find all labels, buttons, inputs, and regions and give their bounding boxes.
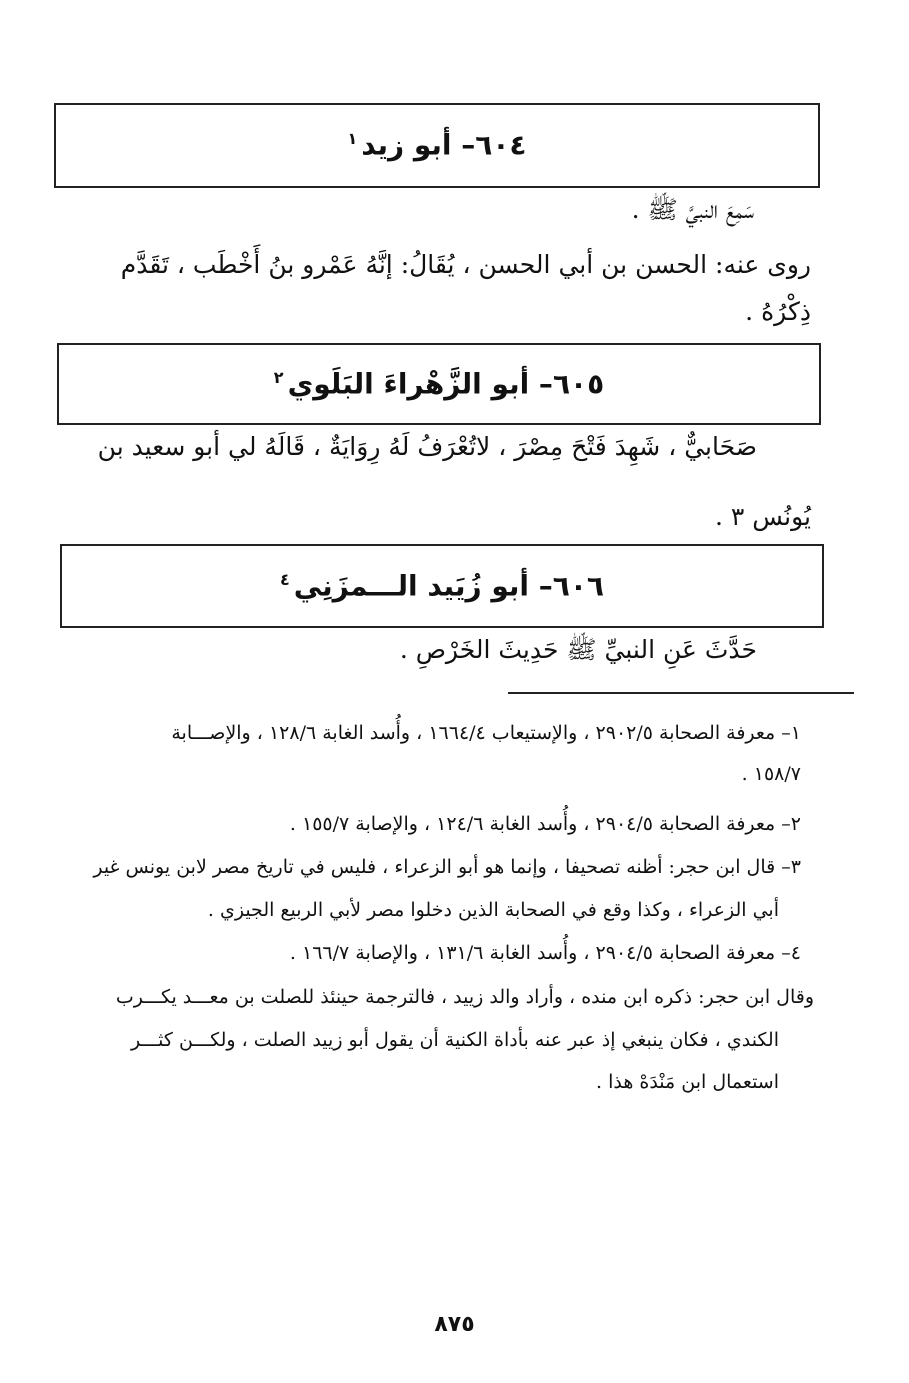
footnote-line: ١٥٨/٧ .	[741, 763, 801, 785]
entry-text-line: ذِكْرُهُ .	[745, 297, 811, 326]
entry-text-line: يُونُس ٣ .	[715, 502, 811, 531]
footnote-divider	[508, 692, 854, 694]
footnote-line: أبي الزعراء ، وكذا وقع في الصحابة الذين دخلوا مصر لأبي الربيع الجيزي .	[207, 899, 779, 921]
entry-heading: ٦٠٤– أبو زيد$^١$	[347, 128, 527, 162]
footnote-ref: ٢	[273, 367, 284, 387]
entry-heading-box	[60, 544, 824, 628]
entry-text-line: صَحَابيٌّ ، شَهِدَ فَتْحَ مِصْرَ ، لاتُعْرَفُ لَهُ رِوَايَةٌ ، قَالَهُ لي أبو سعيد بن	[97, 432, 757, 461]
footnote-ref: ١	[347, 129, 358, 149]
entry-text-line: سَمِعَ النبيَّ ﷺ .	[631, 195, 754, 224]
entry-heading: ٦٠٥– أبو الزَّهْراءَ البَلَوي$^٢$	[273, 367, 605, 401]
entry-heading-box	[57, 343, 821, 425]
footnote-line: ٤– معرفة الصحابة ٢٩٠٤/٥ ، وأُسد الغابة ١٣١/٦ ، والإصابة ١٦٦/٧ .	[289, 942, 801, 964]
footnote-line: وقال ابن حجر: ذكره ابن منده ، وأراد والد زييد ، فالترجمة حينئذ للصلت بن معـــد يكـــرب	[115, 986, 814, 1008]
footnote-line: الكندي ، فكان ينبغي إذ عبر عنه بأداة الكنية أن يقول أبو زييد الصلت ، ولكـــن كثـــر	[130, 1029, 779, 1051]
footnote-line: ٣– قال ابن حجر: أظنه تصحيفا ، وإنما هو أبو الزعراء ، فليس في تاريخ مصر لابن يونس غير	[93, 856, 801, 878]
footnote-line: ١– معرفة الصحابة ٢٩٠٢/٥ ، والإستيعاب ١٦٦٤/٤ ، وأُسد الغابة ١٢٨/٦ ، والإصـــابة	[171, 722, 801, 744]
entry-heading: ٦٠٦– أبو زُيَيد الـــمزَنِي$^٤$	[279, 569, 605, 603]
entry-text-line: روى عنه: الحسن بن أبي الحسن ، يُقَالُ: إنَّهُ عَمْرو بنُ أَخْطَب ، تَقَدَّم	[120, 250, 811, 279]
entry-text-line: حَدَّثَ عَنِ النبيِّ ﷺ حَدِيثَ الخَرْصِ .	[399, 635, 757, 664]
entry-heading-box	[54, 103, 820, 188]
page-number: ٨٧٥	[434, 1312, 475, 1337]
footnote-line: استعمال ابن مَنْدَهْ هذا .	[595, 1071, 779, 1093]
footnote-ref: ٤	[279, 569, 290, 589]
footnote-line: ٢– معرفة الصحابة ٢٩٠٤/٥ ، وأُسد الغابة ١٢٤/٦ ، والإصابة ١٥٥/٧ .	[289, 813, 801, 835]
